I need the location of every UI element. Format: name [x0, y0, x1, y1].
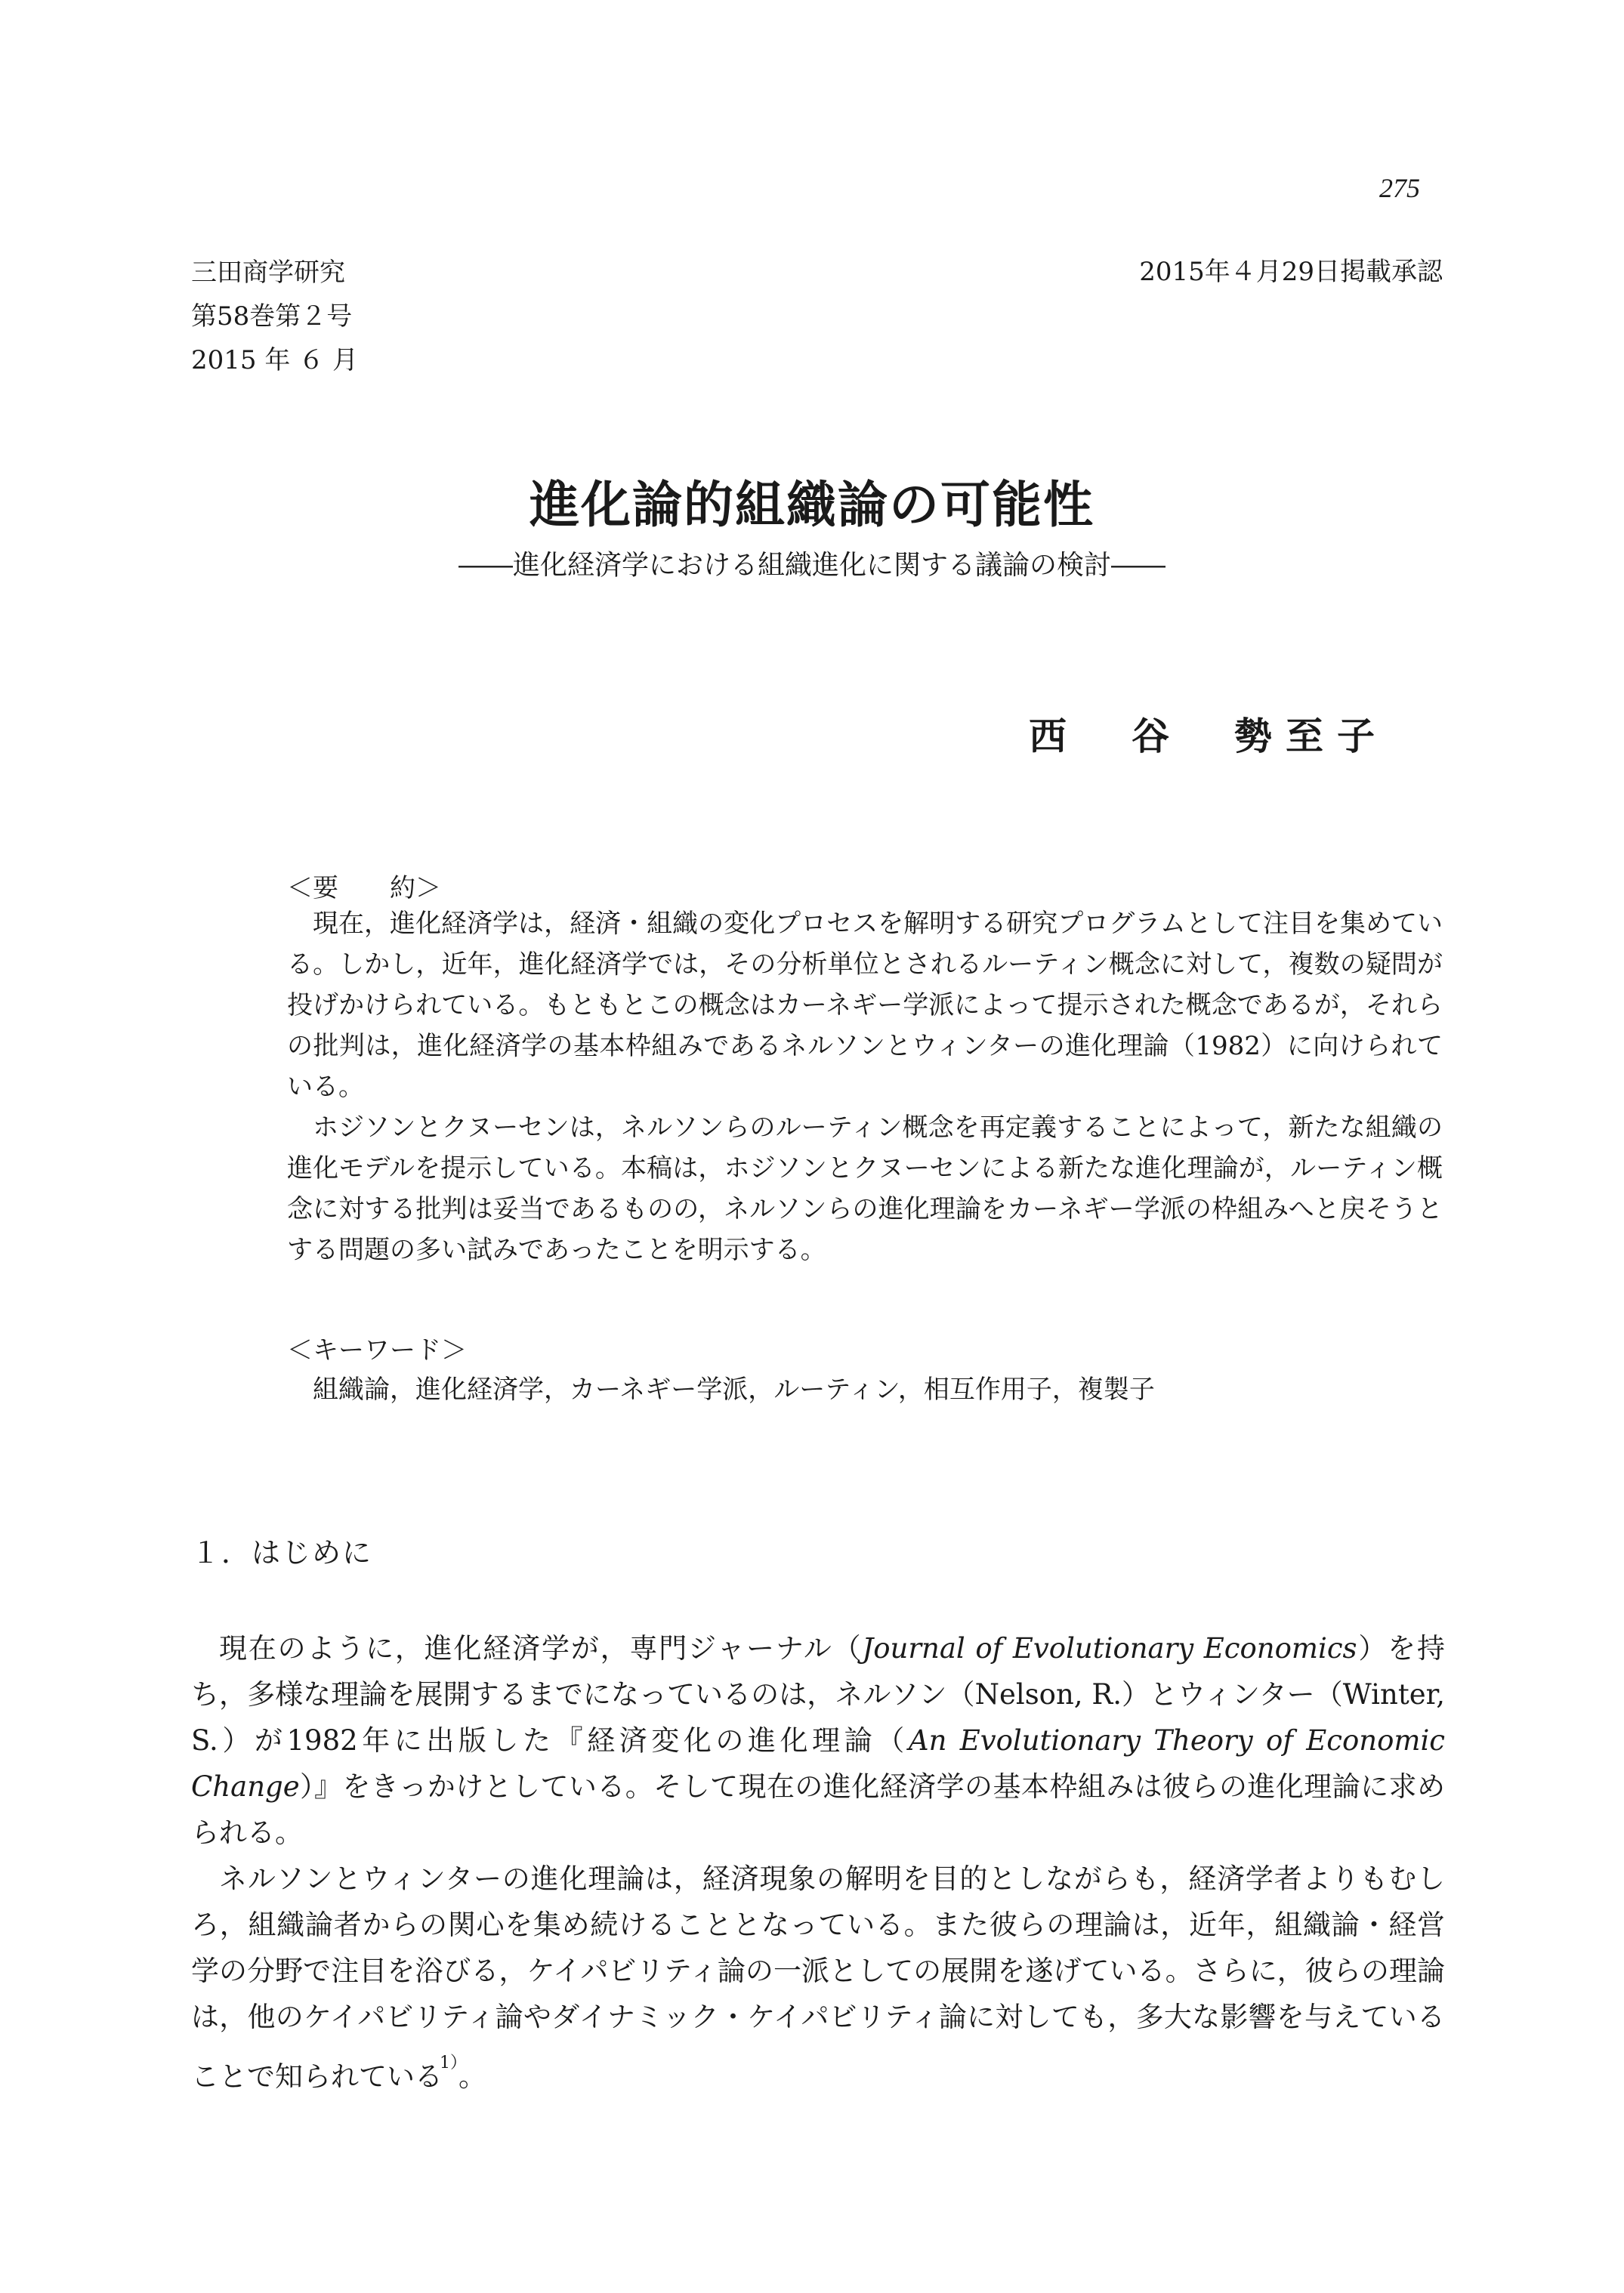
paper-subtitle: ――進化経済学における組織進化に関する議論の検討―― — [458, 550, 1166, 581]
body-paragraph: 現在のように，進化経済学が，専門ジャーナル（Journal of Evolutionary Economics）を持ち，多様な理論を展開するまでになっているのは，ネルソン（Nelson, R.）とウィンター（Winter, S.）が1982年に出版した『経済変化の進化理論（An Evolutionary Theory of Economic Change）』をきっかけとしている。そして現在の進化経済学の基本枠組みは彼らの進化理論に求められる。 — [191, 1632, 1446, 1849]
journal-title-italic: Journal of Evolutionary Economics — [862, 1632, 1357, 1665]
keywords-heading: ＜キーワード＞ — [287, 1335, 467, 1366]
section-heading: １．はじめに — [191, 1536, 373, 1569]
journal-volume: 第58巻第２号 — [191, 301, 353, 332]
abstract-body — [287, 903, 1443, 1270]
body-paragraph: ネルソンとウィンターの進化理論は，経済現象の解明を目的としながらも，経済学者よりもむしろ，組織論者からの関心を集め続けることとなっている。また彼らの理論は，近年，組織論・経営学の分野で注目を浴びる，ケイパビリティ論の一派としての展開を遂げている。さらに，彼らの理論は，他のケイパビリティ論やダイナミック・ケイパビリティ論に対しても，多大な影響を与えていることで知られている$^{1)}$。 — [191, 1862, 1445, 2093]
book-title-italic: An Evolutionary Theory of Economic Change — [191, 1724, 1446, 1803]
journal-name: 三田商学研究 — [191, 258, 345, 288]
journal-info — [191, 251, 358, 382]
journal-date: 2015 年 ６ 月 — [191, 345, 358, 375]
author-name: 西 谷 勢至子 — [1029, 714, 1388, 758]
paper-title: 進化論的組織論の可能性 — [529, 475, 1095, 534]
abstract-paragraph: ホジソンとクヌーセンは，ネルソンらのルーティン概念を再定義することによって，新たな組織の進化モデルを提示している。本稿は，ホジソンとクヌーセンによる新たな進化理論が，ルーティン概念に対する批判は妥当であるものの，ネルソンらの進化理論をカーネギー学派の枠組みへと戻そうとする問題の多い試みであったことを明示する。 — [287, 1113, 1443, 1265]
section-body — [191, 1625, 1445, 2100]
abstract-paragraph: 現在，進化経済学は，経済・組織の変化プロセスを解明する研究プログラムとして注目を集めている。しかし，近年，進化経済学では，その分析単位とされるルーティン概念に対して，複数の疑問が投げかけられている。もともとこの概念はカーネギー学派によって提示された概念であるが，それらの批判は，進化経済学の基本枠組みであるネルソンとウィンターの進化理論（1982）に向けられている。 — [287, 909, 1443, 1102]
abstract-heading: ＜要 約＞ — [287, 873, 441, 903]
keywords-list: 組織論，進化経済学，カーネギー学派，ルーティン，相互作用子，複製子 — [313, 1375, 1155, 1405]
approval-date: 2015年４月29日掲載承認 — [1139, 257, 1443, 287]
page-number: 275 — [1379, 173, 1420, 203]
footnote-marker[interactable]: 1） — [440, 2054, 458, 2072]
